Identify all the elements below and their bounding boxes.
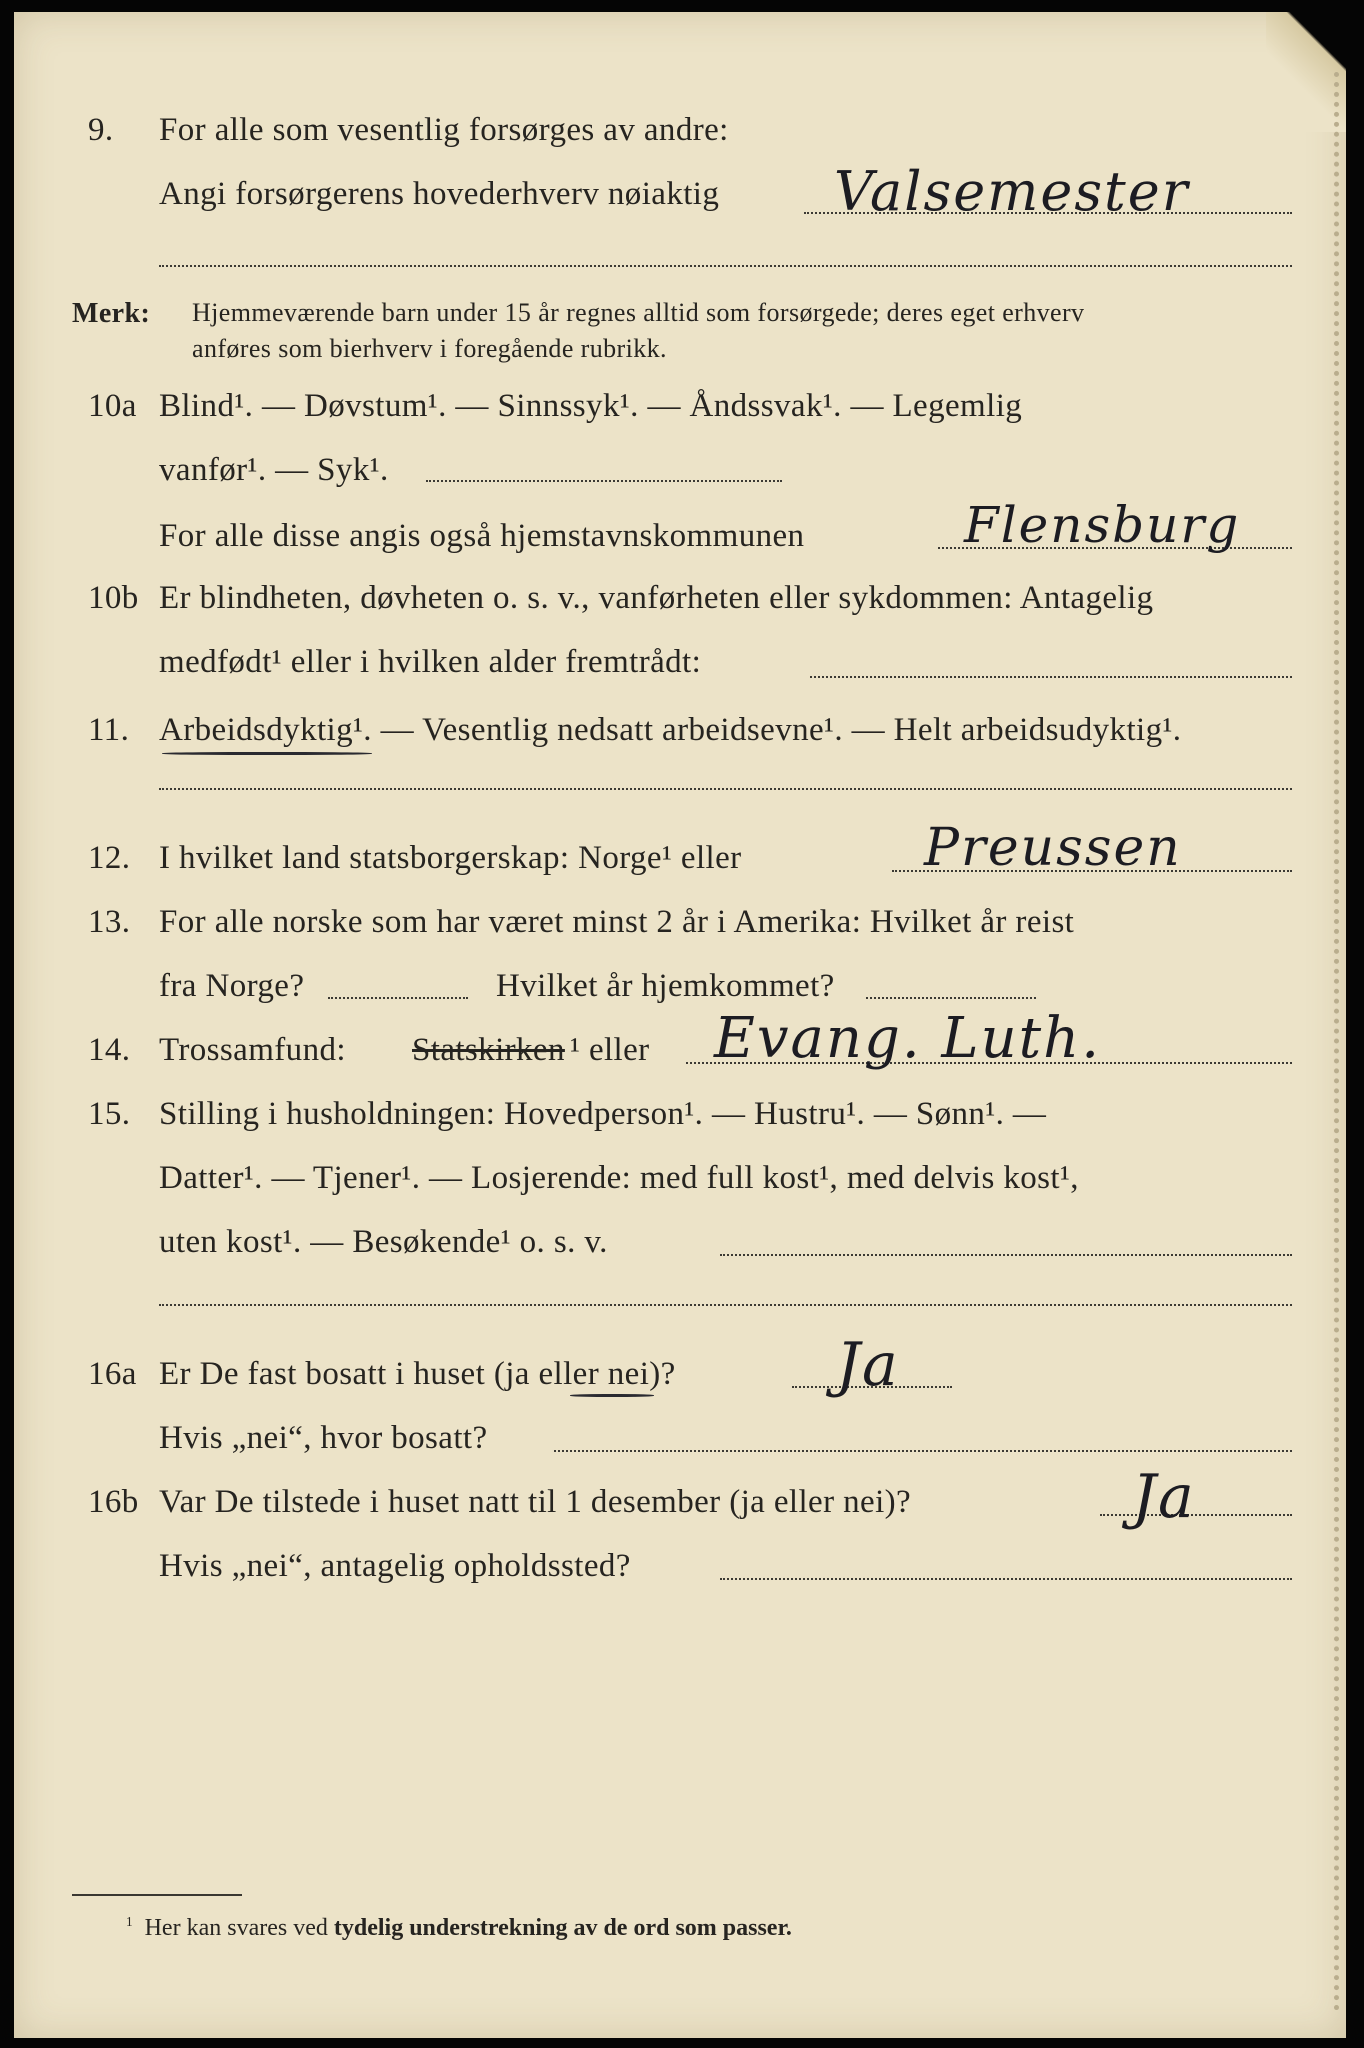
q14-number: 14. <box>88 1032 131 1068</box>
q10b-number: 10b <box>88 580 139 616</box>
footnote-divider <box>72 1894 242 1896</box>
q16b-text-line1: Var De tilstede i huset natt til 1 desember (ja eller nei)? <box>159 1484 912 1520</box>
q14-after: ¹ eller <box>570 1032 650 1068</box>
q10a-number: 10a <box>88 388 137 424</box>
q16b-opholdssted-line[interactable] <box>720 1578 1292 1580</box>
q13-hjemkommet-line[interactable] <box>866 997 1036 999</box>
q13-text-line2b: Hvilket år hjemkommet? <box>496 968 835 1004</box>
q14-struck-option: Statskirken <box>412 1032 565 1068</box>
q16a-bosatt-line[interactable] <box>554 1450 1292 1452</box>
q10a-text-line1: Blind¹. — Døvstum¹. — Sinnssyk¹. — Åndssvak¹. — Legemlig <box>159 388 1023 424</box>
q10b-text-line2: medfødt¹ eller i hvilken alder fremtrådt: <box>159 644 702 680</box>
q13-text-line2a: fra Norge? <box>159 968 305 1004</box>
q10a-text-line3: For alle disse angis også hjemstavnskommunen <box>159 518 805 554</box>
q14-label: Trossamfund: <box>159 1032 346 1068</box>
q9-text-line1: For alle som vesentlig forsørges av andre: <box>159 112 729 148</box>
q16a-number: 16a <box>88 1356 137 1392</box>
census-form-page <box>14 12 1346 2038</box>
q10a-handwritten-answer: Flensburg <box>964 496 1241 554</box>
footnote <box>126 1914 792 1942</box>
q16b-number: 16b <box>88 1484 139 1520</box>
q13-number: 13. <box>88 904 131 940</box>
q11-handwritten-underline <box>162 752 372 755</box>
merk-label: Merk: <box>72 298 151 329</box>
q16b-handwritten-answer: Ja <box>1132 1462 1196 1532</box>
q9-extra-line[interactable] <box>159 265 1292 267</box>
perforated-margin <box>1334 72 1339 2012</box>
q15-number: 15. <box>88 1096 131 1132</box>
q15-answer-line[interactable] <box>720 1254 1292 1256</box>
q16a-handwritten-underline <box>570 1394 654 1397</box>
q16a-text-line2: Hvis „nei“, hvor bosatt? <box>159 1420 488 1456</box>
q15-text-line1: Stilling i husholdningen: Hovedperson¹. — Hustru¹. — Sønn¹. — <box>159 1096 1047 1132</box>
q16b-text-line2: Hvis „nei“, antagelig opholdssted? <box>159 1548 631 1584</box>
q10a-text-line2: vanfør¹. — Syk¹. <box>159 452 389 488</box>
q10b-text-line1: Er blindheten, døvheten o. s. v., vanførheten eller sykdommen: Antagelig <box>159 580 1154 616</box>
q11-text-line1: Arbeidsdyktig¹. — Vesentlig nedsatt arbeidsevne¹. — Helt arbeidsudyktig¹. <box>159 712 1182 748</box>
q15-text-line3: uten kost¹. — Besøkende¹ o. s. v. <box>159 1224 608 1260</box>
footnote-mark: 1 <box>126 1914 133 1929</box>
q16a-handwritten-answer: Ja <box>836 1330 900 1400</box>
q15-extra-line[interactable] <box>159 1304 1292 1306</box>
q9-text-line2: Angi forsørgerens hovederhverv nøiaktig <box>159 176 720 212</box>
q13-reist-line[interactable] <box>328 997 468 999</box>
q15-text-line2: Datter¹. — Tjener¹. — Losjerende: med full kost¹, med delvis kost¹, <box>159 1160 1079 1196</box>
merk-text-line1: Hjemmeværende barn under 15 år regnes alltid som forsørgede; deres eget erhverv <box>192 298 1085 327</box>
q12-handwritten-answer: Preussen <box>924 818 1182 878</box>
q16a-text-line1: Er De fast bosatt i huset (ja eller nei)? <box>159 1356 676 1392</box>
q10a-syk-line[interactable] <box>426 480 782 482</box>
q10b-answer-line[interactable] <box>810 676 1292 678</box>
q12-number: 12. <box>88 840 131 876</box>
q11-extra-line[interactable] <box>159 788 1292 790</box>
q12-text-line1: I hvilket land statsborgerskap: Norge¹ eller <box>159 840 742 876</box>
footnote-text-plain: Her kan svares ved <box>144 1915 328 1941</box>
q14-handwritten-answer: Evang. Luth. <box>714 1006 1102 1071</box>
footnote-text-bold: tydelig understrekning av de ord som passer. <box>333 1915 792 1941</box>
q9-handwritten-answer: Valsemester <box>834 160 1190 223</box>
q11-number: 11. <box>88 712 130 748</box>
q13-text-line1: For alle norske som har været minst 2 år i Amerika: Hvilket år reist <box>159 904 1075 940</box>
q16b-answer-line[interactable] <box>1100 1514 1292 1516</box>
q9-number: 9. <box>88 112 114 148</box>
merk-text-line2: anføres som bierhverv i foregående rubrikk. <box>192 334 667 363</box>
